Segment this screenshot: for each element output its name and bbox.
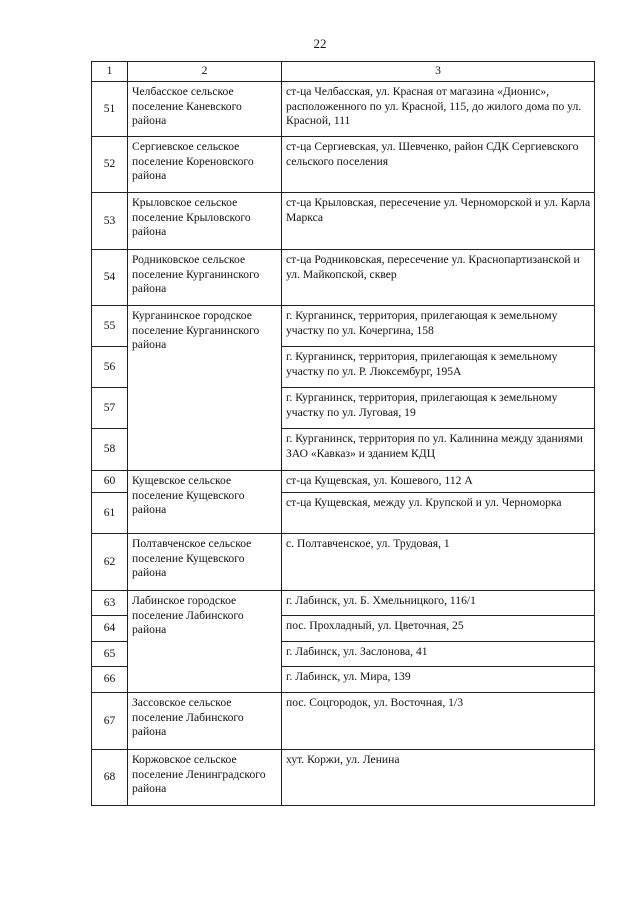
table-row <box>92 534 595 591</box>
row-number: 63 <box>92 591 128 616</box>
row-number: 60 <box>92 471 128 493</box>
settlement-cell: Зассовское сельское поселение Лабинского района <box>128 693 282 750</box>
row-number: 62 <box>92 534 128 591</box>
settlement-cell: Полтавченское сельское поселение Кущевского района <box>128 534 282 591</box>
location-cell: с. Полтавченское, ул. Трудовая, 1 <box>282 534 595 591</box>
location-cell: пос. Прохладный, ул. Цветочная, 25 <box>282 616 595 642</box>
row-number: 57 <box>92 388 128 429</box>
row-number: 67 <box>92 693 128 750</box>
page-number: 22 <box>313 36 327 51</box>
column-header-1: 1 <box>92 62 128 82</box>
table-row <box>92 306 595 347</box>
settlement-cell: Челбасское сельское поселение Каневского района <box>128 82 282 137</box>
row-number: 66 <box>92 667 128 693</box>
table-row <box>92 693 595 750</box>
settlement-cell: Крыловское сельское поселение Крыловского района <box>128 193 282 250</box>
column-header-2: 2 <box>128 62 282 82</box>
row-number: 55 <box>92 306 128 347</box>
location-cell: ст-ца Сергиевская, ул. Шевченко, район СДК Сергиевского сельского поселения <box>282 137 595 193</box>
location-cell: г. Курганинск, территория, прилегающая к земельному участку по ул. Кочергина, 158 <box>282 306 595 347</box>
location-cell: г. Курганинск, территория, прилегающая к земельному участку по ул. Р. Люксембург, 195А <box>282 347 595 388</box>
row-number: 52 <box>92 137 128 193</box>
settlement-cell: Курганинское городское поселение Курганинского района <box>128 306 282 471</box>
location-cell: ст-ца Родниковская, пересечение ул. Краснопартизанской и ул. Майкопской, сквер <box>282 250 595 306</box>
table-row <box>92 471 595 493</box>
row-number: 65 <box>92 642 128 667</box>
settlement-cell: Лабинское городское поселение Лабинского района <box>128 591 282 693</box>
table-row <box>92 591 595 616</box>
row-number: 64 <box>92 616 128 642</box>
location-cell: г. Лабинск, ул. Б. Хмельницкого, 116/1 <box>282 591 595 616</box>
locations-table <box>91 61 595 806</box>
location-cell: г. Лабинск, ул. Мира, 139 <box>282 667 595 693</box>
location-cell: ст-ца Челбасская, ул. Красная от магазина «Дионис», расположенного по ул. Красной, 115, до жилого дома по ул. Красной, 111 <box>282 82 595 137</box>
settlement-cell: Коржовское сельское поселение Ленинградского района <box>128 750 282 806</box>
location-cell: ст-ца Кущевская, ул. Кошевого, 112 А <box>282 471 595 493</box>
row-number: 58 <box>92 429 128 471</box>
location-cell: г. Курганинск, территория по ул. Калинина между зданиями ЗАО «Кавказ» и зданием КДЦ <box>282 429 595 471</box>
table-row <box>92 193 595 250</box>
table-row <box>92 750 595 806</box>
settlement-cell: Родниковское сельское поселение Курганинского района <box>128 250 282 306</box>
location-cell: г. Лабинск, ул. Заслонова, 41 <box>282 642 595 667</box>
settlement-cell: Сергиевское сельское поселение Кореновского района <box>128 137 282 193</box>
table-row <box>92 82 595 137</box>
row-number: 53 <box>92 193 128 250</box>
location-cell: ст-ца Крыловская, пересечение ул. Черноморской и ул. Карла Маркса <box>282 193 595 250</box>
location-cell: г. Курганинск, территория, прилегающая к земельному участку по ул. Луговая, 19 <box>282 388 595 429</box>
row-number: 54 <box>92 250 128 306</box>
location-cell: пос. Соцгородок, ул. Восточная, 1/3 <box>282 693 595 750</box>
row-number: 56 <box>92 347 128 388</box>
row-number: 61 <box>92 493 128 534</box>
table-header-row <box>92 62 595 82</box>
table-row <box>92 137 595 193</box>
table-row <box>92 250 595 306</box>
settlement-cell: Кущевское сельское поселение Кущевского района <box>128 471 282 534</box>
location-cell: хут. Коржи, ул. Ленина <box>282 750 595 806</box>
location-cell: ст-ца Кущевская, между ул. Крупской и ул. Черноморка <box>282 493 595 534</box>
column-header-3: 3 <box>282 62 595 82</box>
row-number: 68 <box>92 750 128 806</box>
row-number: 51 <box>92 82 128 137</box>
